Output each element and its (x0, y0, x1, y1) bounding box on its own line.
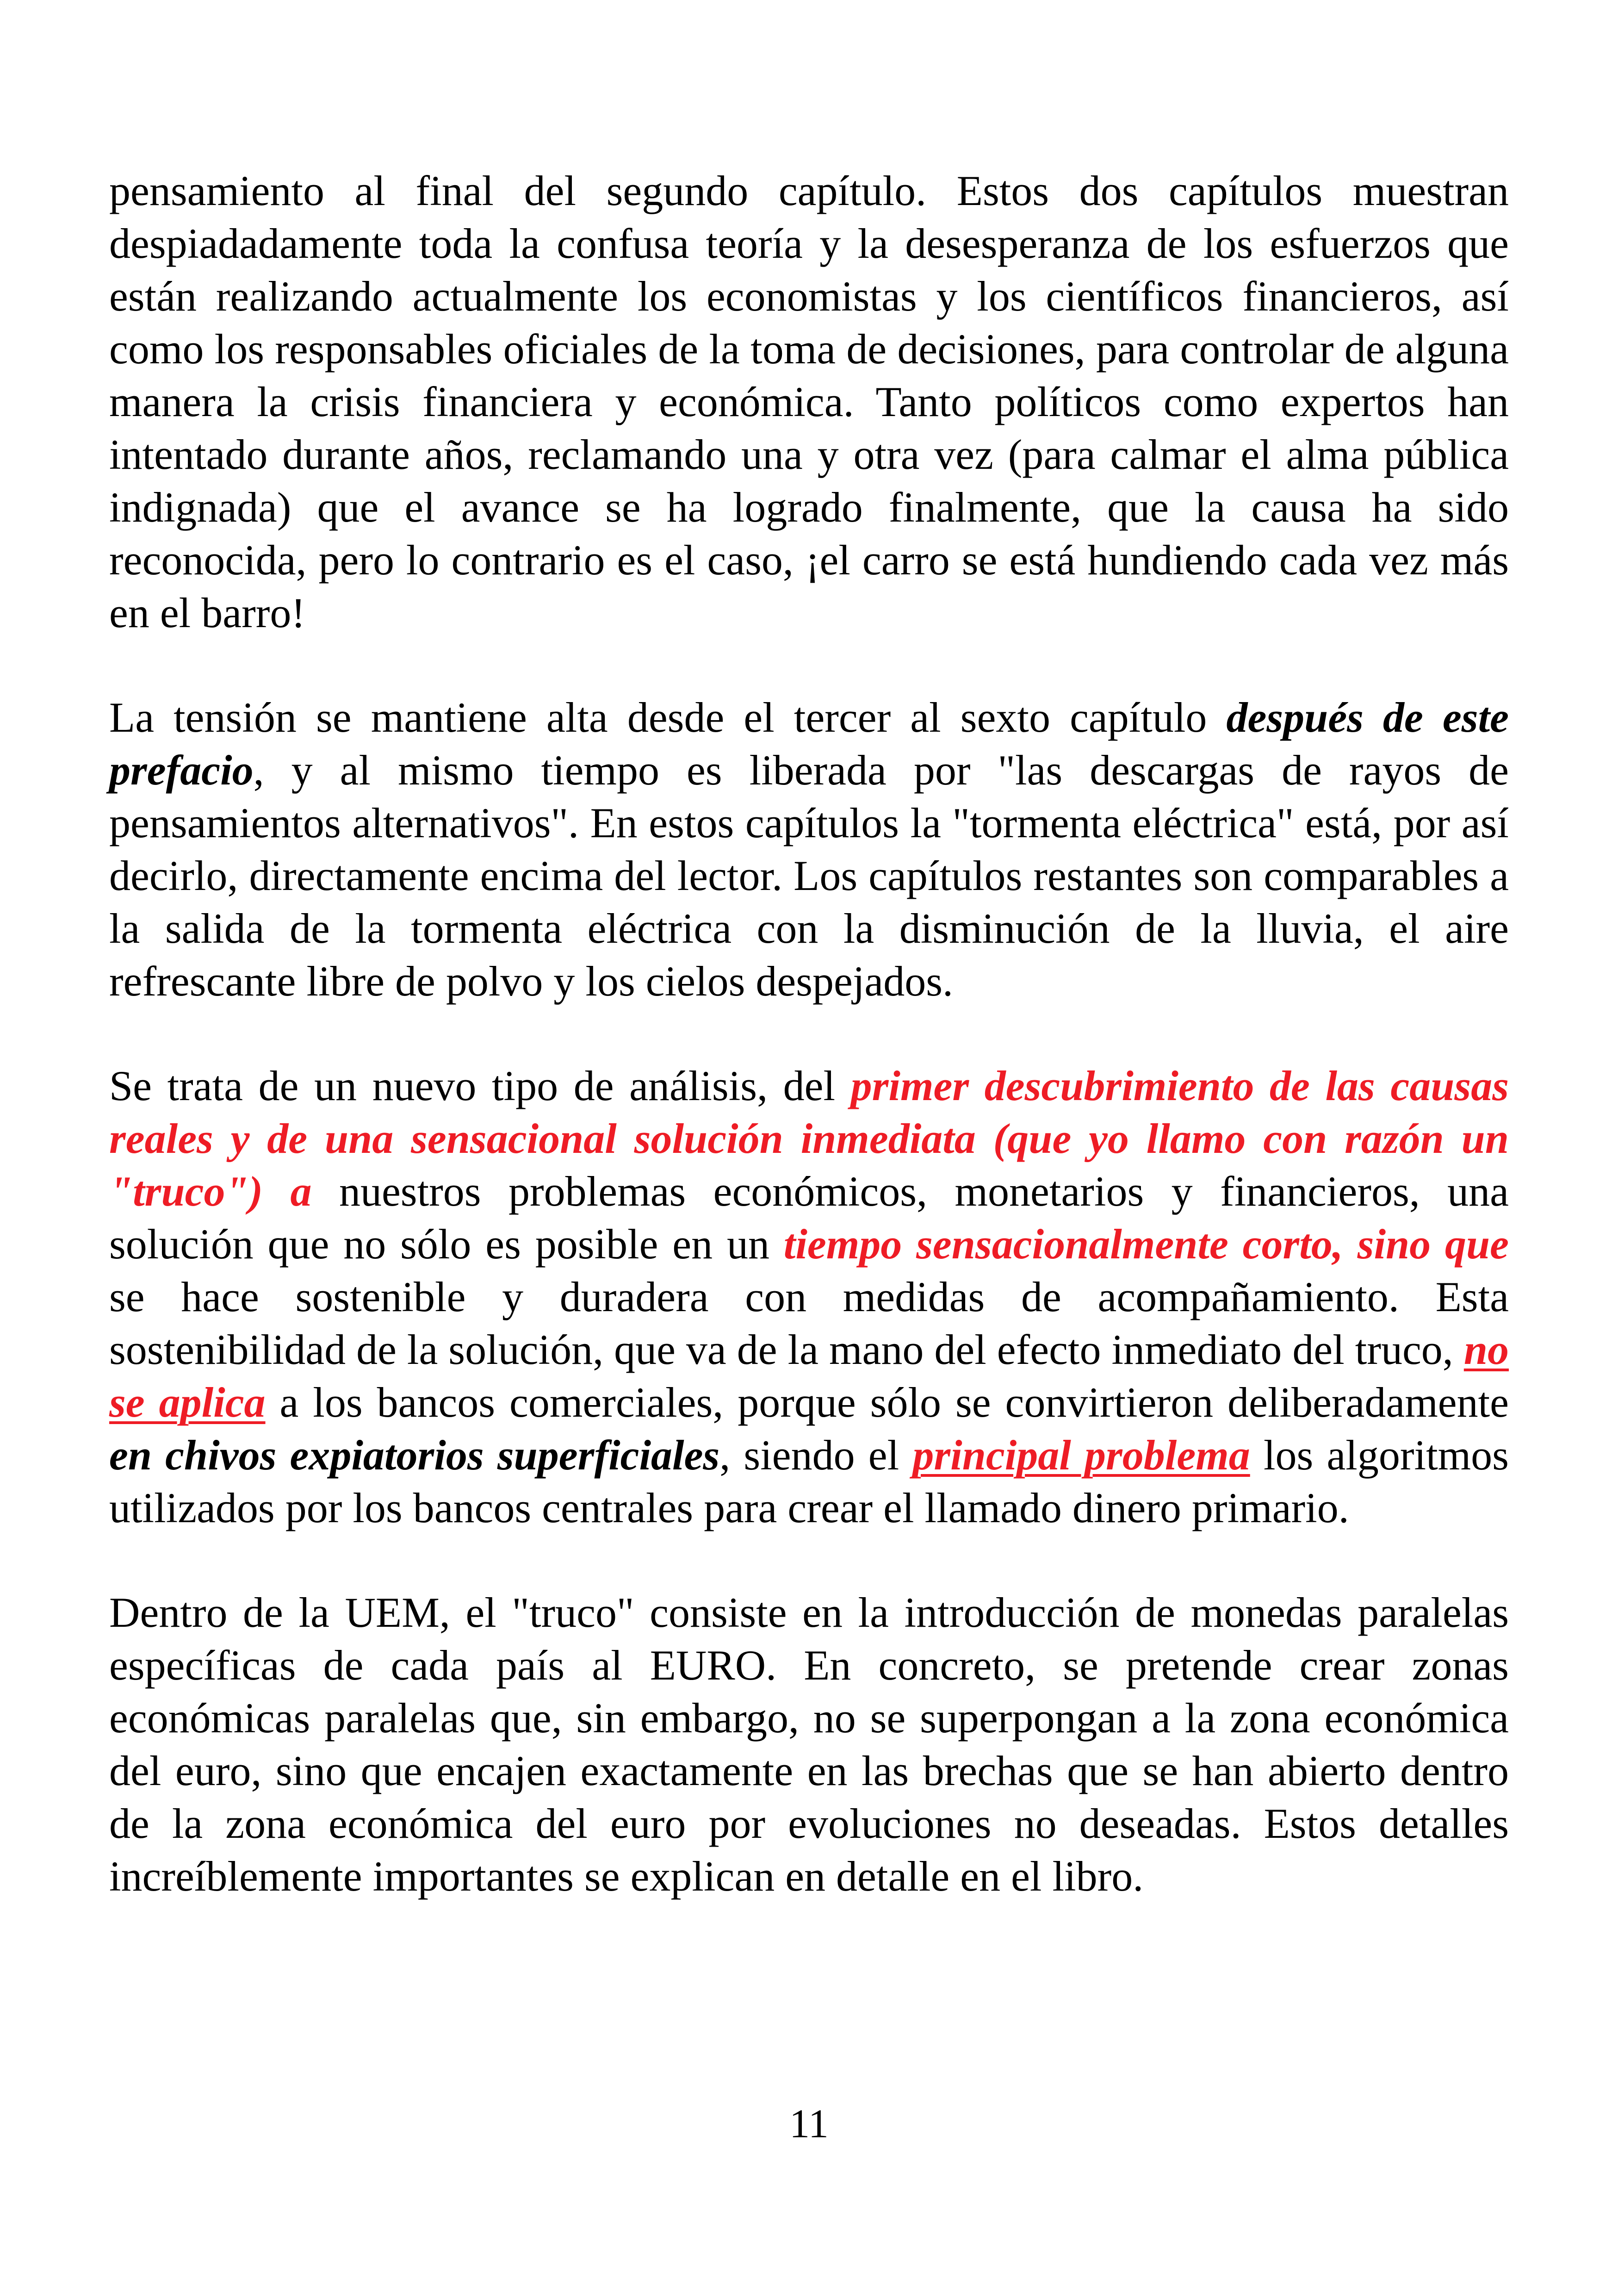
emphasis-red-underlined: principal problema (912, 1431, 1250, 1479)
text-segment: , siendo el (719, 1431, 913, 1479)
paragraph-4 (109, 1586, 1509, 1903)
text-segment: Dentro de la UEM, el "truco" consiste en la introducción de monedas paralelas específicas de cada país al EURO. En concreto, se pretende crear zonas económicas paralelas que, sin embargo, no se superpongan a la zona económica del euro, sino que encajen exactamente en las brechas que se han abierto dentro de la zona económica del euro por evoluciones no deseadas. Estos detalles increíblemente importantes se explican en detalle en el libro. (109, 1589, 1509, 1900)
emphasis-red: primer descubrimiento de las causas reales y de una sensacional solución inmediata (que yo llamo con razón un "truco") a (109, 1062, 1509, 1215)
text-segment: , y al mismo tiempo es liberada por "las descargas de rayos de pensamientos alternativos". En estos capítulos la "tormenta eléctrica" está, por así decirlo, directamente encima del lector. Los capítulos restantes son comparables a la salida de la tormenta eléctrica con la disminución de la lluvia, el aire refrescante libre de polvo y los cielos despejados. (109, 747, 1509, 1005)
emphasis-red-underlined: no se aplica (109, 1326, 1509, 1426)
paragraph-3 (109, 1059, 1509, 1534)
page-number: 11 (789, 2102, 829, 2147)
document-page-body (109, 164, 1509, 1903)
text-segment: los algoritmos utilizados por los bancos centrales para crear el llamado dinero primario. (109, 1431, 1509, 1531)
emphasis-red: tiempo sensacionalmente corto, sino que (783, 1220, 1509, 1268)
text-segment: nuestros problemas económicos, monetarios y financieros, una solución que no sólo es posible en un (109, 1168, 1509, 1268)
text-segment: Se trata de un nuevo tipo de análisis, del (109, 1062, 851, 1109)
emphasis-bold-italic: después de este prefacio (109, 694, 1509, 794)
text-segment: se hace sostenible y duradera con medidas de acompañamiento. Esta sostenibilidad de la solución, que va de la mano del efecto inmediato del truco, (109, 1273, 1509, 1373)
text-segment: pensamiento al final del segundo capítulo. Estos dos capítulos muestran despiadadamente toda la confusa teoría y la desesperanza de los esfuerzos que están realizando actualmente los economistas y los científicos financieros, así como los responsables oficiales de la toma de decisiones, para controlar de alguna manera la crisis financiera y económica. Tanto políticos como expertos han intentado durante años, reclamando una y otra vez (para calmar el alma pública indignada) que el avance se ha logrado finalmente, que la causa ha sido reconocida, pero lo contrario es el caso, ¡el carro se está hundiendo cada vez más en el barro! (109, 167, 1509, 636)
text-segment: La tensión se mantiene alta desde el tercer al sexto capítulo (109, 694, 1227, 741)
emphasis-bold-italic: en chivos expiatorios superficiales (109, 1431, 720, 1479)
text-segment: a los bancos comerciales, porque sólo se convirtieron deliberadamente (265, 1379, 1509, 1426)
paragraph-2 (109, 691, 1509, 1008)
paragraph-1 (109, 164, 1509, 639)
